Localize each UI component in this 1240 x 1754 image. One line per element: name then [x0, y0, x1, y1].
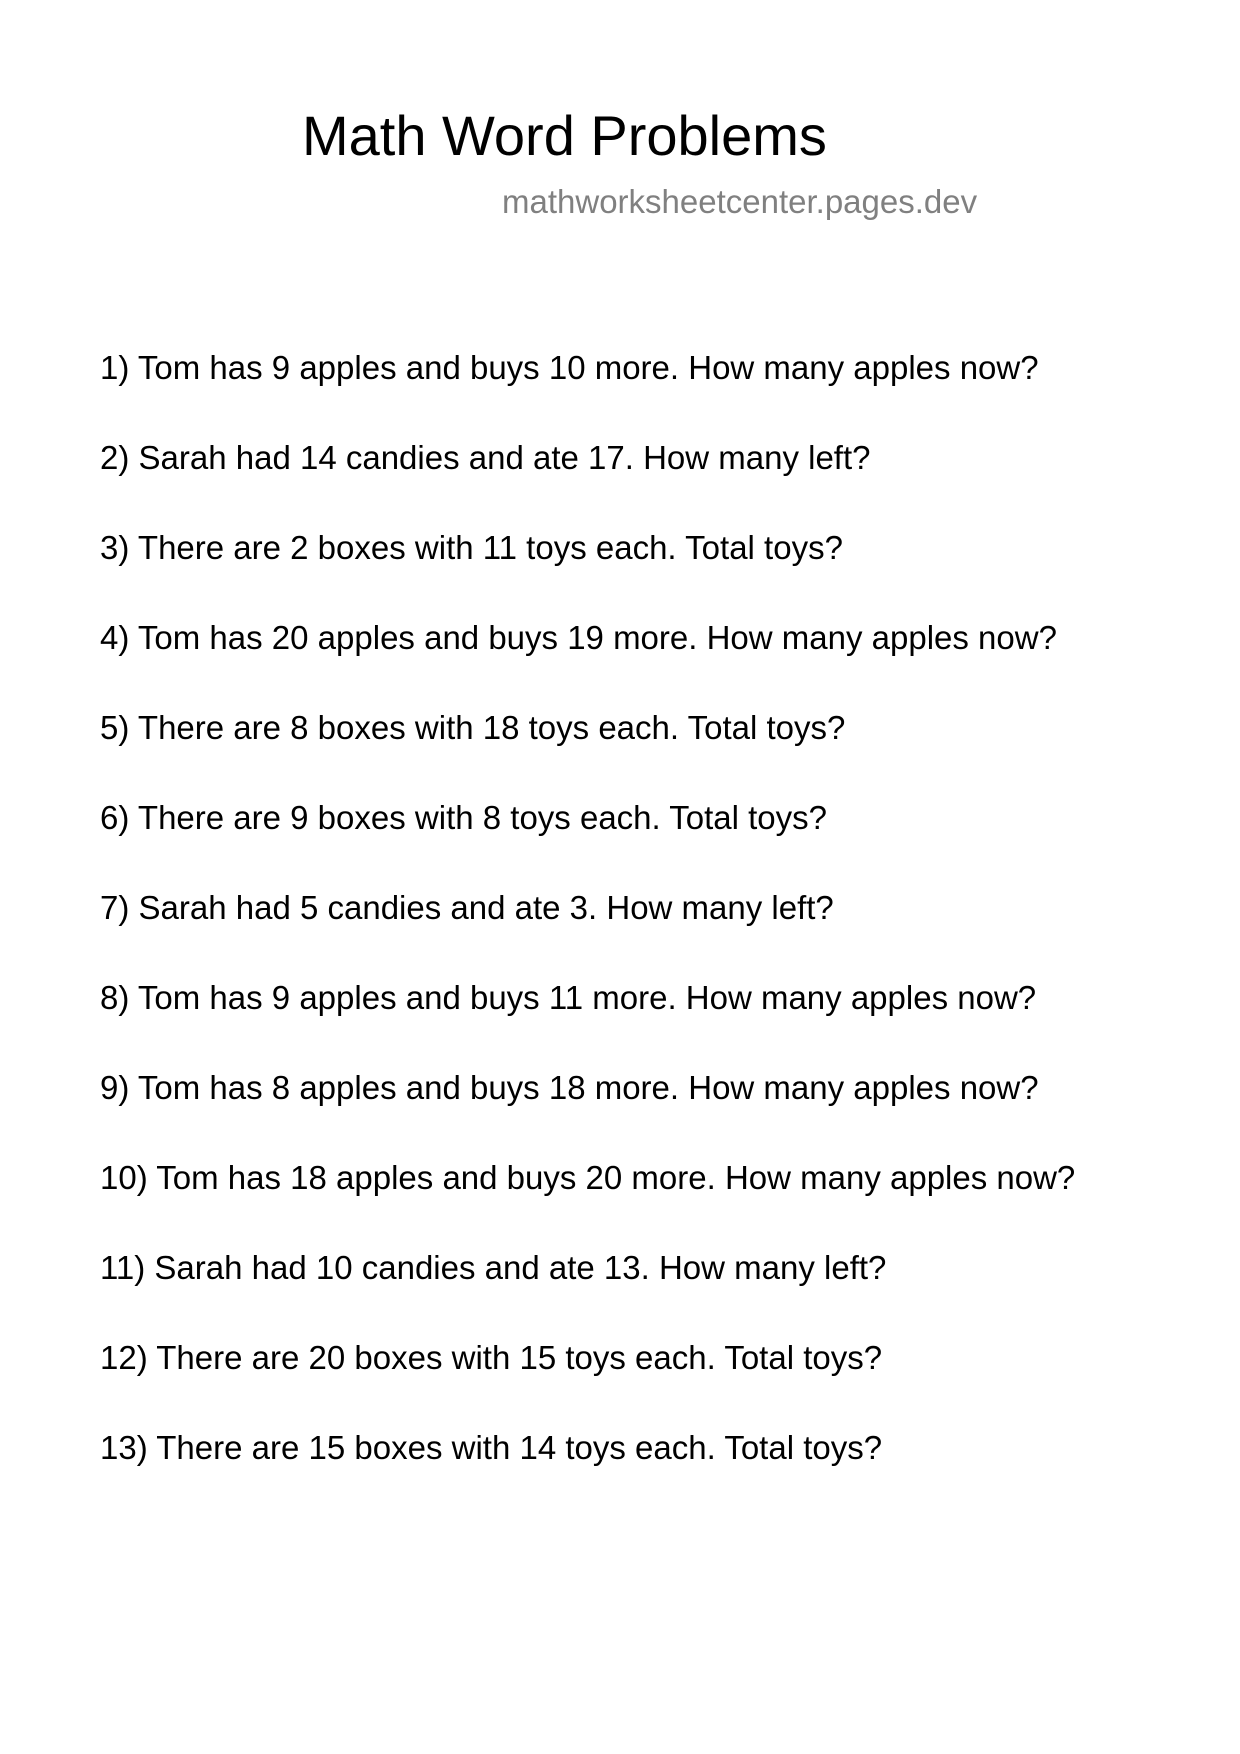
- problem-item-12: 12) There are 20 boxes with 15 toys each. Total toys?: [100, 1339, 883, 1376]
- problem-list: [100, 346, 1075, 1516]
- problem-item-6: 6) There are 9 boxes with 8 toys each. Total toys?: [100, 799, 828, 836]
- problem-item-13: 13) There are 15 boxes with 14 toys each. Total toys?: [100, 1429, 883, 1466]
- source-url: mathworksheetcenter.pages.dev: [502, 183, 978, 220]
- worksheet-title: Math Word Problems: [302, 104, 827, 167]
- problem-item-7: 7) Sarah had 5 candies and ate 3. How many left?: [100, 889, 834, 926]
- problem-item-11: 11) Sarah had 10 candies and ate 13. How many left?: [100, 1249, 887, 1286]
- problem-item-1: 1) Tom has 9 apples and buys 10 more. How many apples now?: [100, 349, 1039, 386]
- problem-item-2: 2) Sarah had 14 candies and ate 17. How many left?: [100, 439, 871, 476]
- problem-item-8: 8) Tom has 9 apples and buys 11 more. How many apples now?: [100, 979, 1037, 1016]
- problem-item-4: 4) Tom has 20 apples and buys 19 more. How many apples now?: [100, 619, 1057, 656]
- problem-item-3: 3) There are 2 boxes with 11 toys each. Total toys?: [100, 529, 843, 566]
- problem-item-5: 5) There are 8 boxes with 18 toys each. Total toys?: [100, 709, 846, 746]
- problem-item-9: 9) Tom has 8 apples and buys 18 more. How many apples now?: [100, 1069, 1039, 1106]
- problem-item-10: 10) Tom has 18 apples and buys 20 more. How many apples now?: [100, 1159, 1076, 1196]
